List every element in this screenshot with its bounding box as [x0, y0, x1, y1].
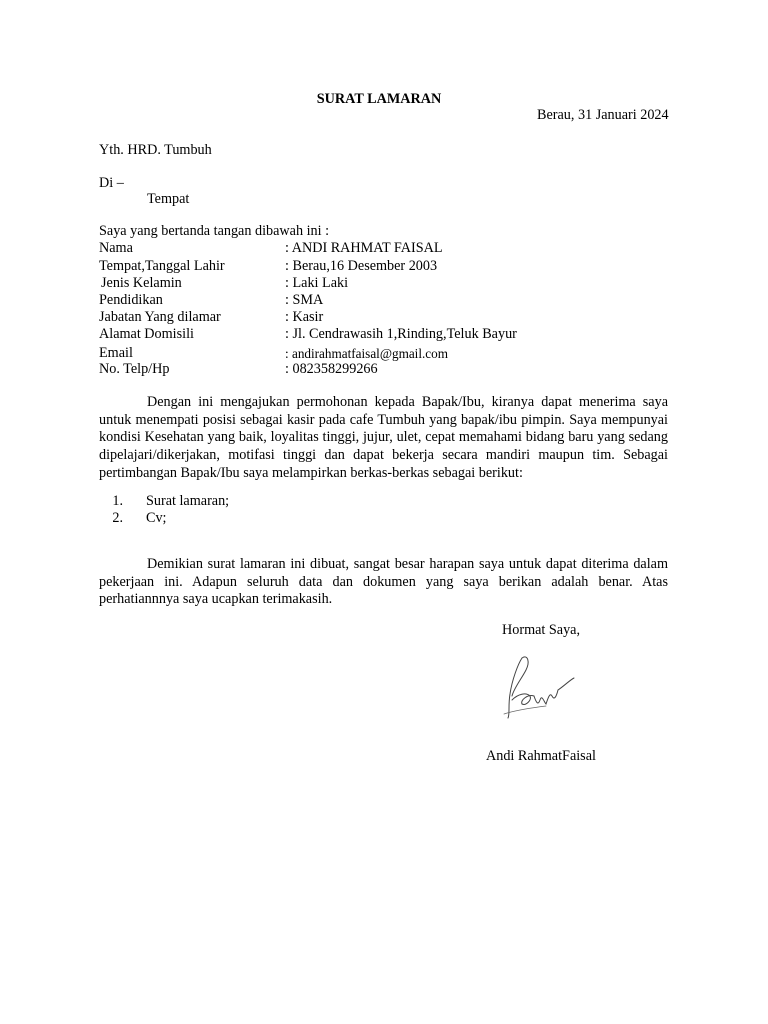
field-value-pendidikan: : SMA [285, 292, 324, 308]
field-label-pendidikan: Pendidikan [99, 292, 163, 308]
field-value-telp: : 082358299266 [285, 361, 378, 377]
field-label-jenis-kelamin: Jenis Kelamin [101, 275, 182, 291]
field-value-jenis-kelamin: : Laki Laki [285, 275, 349, 291]
field-value-nama: : ANDI RAHMAT FAISAL [285, 240, 443, 256]
signature-image [500, 650, 580, 722]
field-label-ttl: Tempat,Tanggal Lahir [99, 258, 225, 274]
field-label-telp: No. Telp/Hp [99, 361, 170, 377]
field-label-nama: Nama [99, 240, 133, 256]
closing-salutation: Hormat Saya, [502, 622, 581, 638]
field-label-alamat: Alamat Domisili [99, 326, 194, 342]
list-item-number: 2. [112, 510, 123, 526]
place-date: Berau, 31 Januari 2024 [537, 107, 669, 123]
field-value-alamat: : Jl. Cendrawasih 1,Rinding,Teluk Bayur [285, 326, 517, 342]
letter-title: SURAT LAMARAN [316, 91, 442, 107]
list-item-text: Surat lamaran; [146, 493, 230, 509]
list-item-number: 1. [112, 493, 123, 509]
list-item [99, 510, 167, 527]
list-item [99, 493, 230, 510]
body-paragraph-1 [99, 394, 668, 483]
recipient: Yth. HRD. Tumbuh [99, 142, 212, 158]
field-value-jabatan: : Kasir [285, 309, 324, 325]
signer-name: Andi RahmatFaisal [486, 748, 596, 764]
field-label-jabatan: Jabatan Yang dilamar [99, 309, 221, 325]
address-di: Di – [99, 175, 124, 191]
field-label-email: Email [99, 345, 133, 361]
body-paragraph-2 [99, 556, 668, 609]
field-value-ttl: : Berau,16 Desember 2003 [285, 258, 438, 274]
body-paragraph-1-text: Dengan ini mengajukan permohonan kepada Bapak/Ibu, kiranya dapat menerima saya untuk menempati posisi sebagai kasir pada cafe Tumbuh yang bapak/ibu pimpin. Saya mempunyai kondisi Kesehatan yang baik, loyalitas tinggi, jujur, ulet, cepat memahami bidang baru yang sedang dipelajari/dikerjakan, motifasi tinggi dan dapat bekerja secara mandiri maupun tim. Sebagai pertimbangan Bapak/Ibu saya melampirkan berkas-berkas sebagai berikut: [99, 394, 668, 481]
list-item-text: Cv; [146, 510, 167, 526]
address-tempat: Tempat [147, 191, 190, 207]
body-paragraph-2-text: Demikian surat lamaran ini dibuat, sangat besar harapan saya untuk dapat diterima dalam pekerjaan ini. Adapun seluruh data dan dokumen yang saya berikan adalah benar. Atas perhatiannnya saya ucapkan terimakasih. [99, 556, 668, 608]
field-value-email: : andirahmatfaisal@gmail.com [285, 346, 449, 361]
intro-line: Saya yang bertanda tangan dibawah ini : [99, 223, 330, 239]
